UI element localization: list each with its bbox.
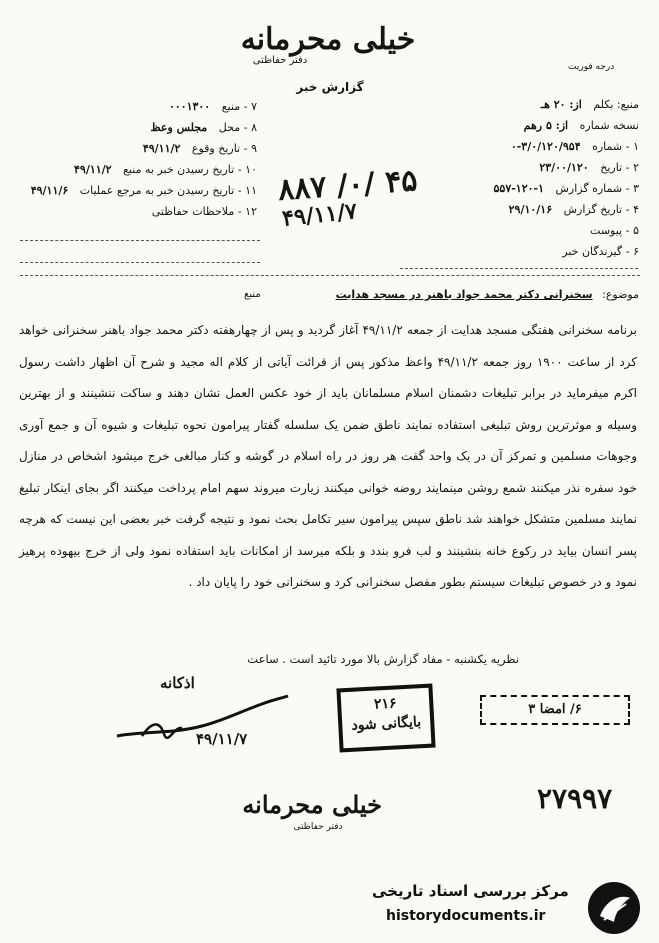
signature-stamp [480,695,630,725]
signature-stamp-text: ۶/ امضا ۳ [528,702,582,717]
signature-name: اذکانه [160,674,195,692]
subject-line [209,288,639,301]
field-date-row [389,161,639,174]
field-value: ۰-۳/۰/۱۲۰/۹۵۴ [510,140,581,153]
report-body [19,315,637,599]
report-title: گزارش خبر [296,80,364,94]
subject-value: سخنرانی دکتر محمد جواد باهنر در مسجد هدایت [335,288,593,301]
subject-label: موضوع: [602,288,639,301]
field-occurrence-date-row [17,142,257,155]
field-label: ۳ - شماره گزارش [555,182,639,195]
field-label: ۱ - شماره [592,140,639,153]
subject-side-mark: منبع [244,289,261,300]
urgency-label: درجه فوریت [568,62,615,72]
archive-website-link[interactable]: historydocuments.ir [386,908,546,924]
archive-center-name: مرکز بررسی اسناد تاریخی [372,882,569,900]
field-value: از: ۲۰ هـ [540,98,582,111]
field-value: ۴۹/۱۱/۲ [74,163,112,176]
signature-date: ۴۹/۱۱/۷ [196,730,248,748]
header-divider [20,275,640,276]
field-value: از: ۵ رهم [523,119,569,132]
handwritten-file-number: ۸۸۷ /۰/ ۴۵ [276,163,419,208]
field-divider [20,262,260,263]
archive-stamp [336,684,435,753]
field-value: ۵۵۷-۱۲۰-۱ [493,182,544,195]
classification-stamp: خیلی محرمانه [240,22,416,57]
field-value: ۲۳/۰۰/۱۲۰ [539,161,589,174]
field-label: ۱۰ - تاریخ رسیدن خبر به منبع [123,163,257,176]
field-report-number-row [389,182,639,195]
field-value: مجلس وعظ [150,121,208,134]
field-news-to-source-row [17,163,257,176]
field-recipients-row [389,245,639,258]
field-value: ۰۰۰۱۳۰۰ [168,100,211,113]
field-value: ۲۹/۱۰/۱۶ [508,203,553,216]
field-attachment-row [389,224,639,237]
footer-classification-sub: دفتر حفاظتی [293,822,343,832]
field-source-row [389,98,639,111]
classification-sub: دفتر حفاظتی [252,55,308,66]
field-label: ۱۲ - ملاحظات حفاظتی [151,205,257,218]
field-label: ۸ - محل [218,121,257,134]
field-label: ۷ - منبع [221,100,257,113]
archive-logo-icon [586,880,642,940]
field-value: ۴۹/۱۱/۲ [142,142,181,155]
handwritten-file-date: ۴۹/۱۱/۷ [280,198,359,232]
field-divider [400,268,638,269]
archive-stamp-text: بایگانی شود [351,714,422,734]
field-security-notes-row [17,205,257,218]
opinion-line: نظریه یکشنبه - مفاد گزارش بالا مورد تائید است . ساعت [247,652,519,666]
field-source-code-row [17,100,257,113]
body-paragraph: برنامه سخنرانی هفتگی مسجد هدایت از جمعه ۴۹/۱۱/۲ آغاز گردید و پس از چهارهفته دکتر محمد جواد باهنر سخنرانی خواهد کرد از ساعت ۱۹۰۰ روز جمعه ۴۹/۱۱/۲ واعظ مذکور پس از قرائت آیاتی از کلام اله مجید و شرح آن اظهار داشت رسول اکرم میفرماید در برابر تبلیغات دشمنان اسلام مسلمانان باید از خود عکس العمل نشان دهند و ساکت ننشینند و از بهترین وسیله و موثرترین روش تبلیغی استفاده نمایند ناطق ضمن یک سلسله گفتار پیرامون نحوه تبلیغات و شیوه آن و جمع آوری وجوهات مسلمین و تمرکز آن در یک واحد گفت هر روز در راه اسلام در گوشه و کنار مبالغی خرج میشود اشخاص در منازل خود سفره نذر میکنند شمع روشن مینمایند روضه خوانی میکنند زیارت میروند سهم امام پرداخت میکنند اگر بجای اینکار تبلیغ نمایند مسلمین متشکل خواهند شد ناطق سپس پیرامون سیر تکامل بحث نمود و نتیجه گرفت خبر بعضی این نیست که هرچه پسر انسان بیاید در رکوع خانه بنشینند و لب فرو بندد و بلکه میرسد از امکانات باید استفاده نمود ولی از خرج بیهوده پرهیز نمود و در خصوص تبلیغات سیستم بطور مفصل سخنرانی کرد و سخنرانی خود را پایان داد . [19,323,638,589]
field-label: منبع: بکلم [593,98,639,111]
field-news-to-operations-row [17,184,257,197]
field-location-row [17,121,257,134]
field-label: ۲ - تاریخ [600,161,639,174]
field-number-row [389,140,639,153]
field-divider [20,240,260,241]
field-value: ۴۹/۱۱/۶ [30,184,69,197]
field-label: ۱۱ - تاریخ رسیدن خبر به مرجع عملیات [79,184,257,197]
field-label: ۴ - تاریخ گزارش [563,203,639,216]
field-label: نسخه شماره [579,119,639,132]
archive-stamp-number: ۲۱۶ [373,695,397,713]
field-label: ۹ - تاریخ وقوع [191,142,257,155]
archive-number: ۲۷۹۹۷ [537,782,613,815]
field-label: ۵ - پیوست [590,224,639,237]
field-copy-row [389,119,639,132]
footer-classification-stamp: خیلی محرمانه [242,790,382,819]
field-label: ۶ - گیرندگان خبر [562,245,639,258]
field-report-date-row [389,203,639,216]
